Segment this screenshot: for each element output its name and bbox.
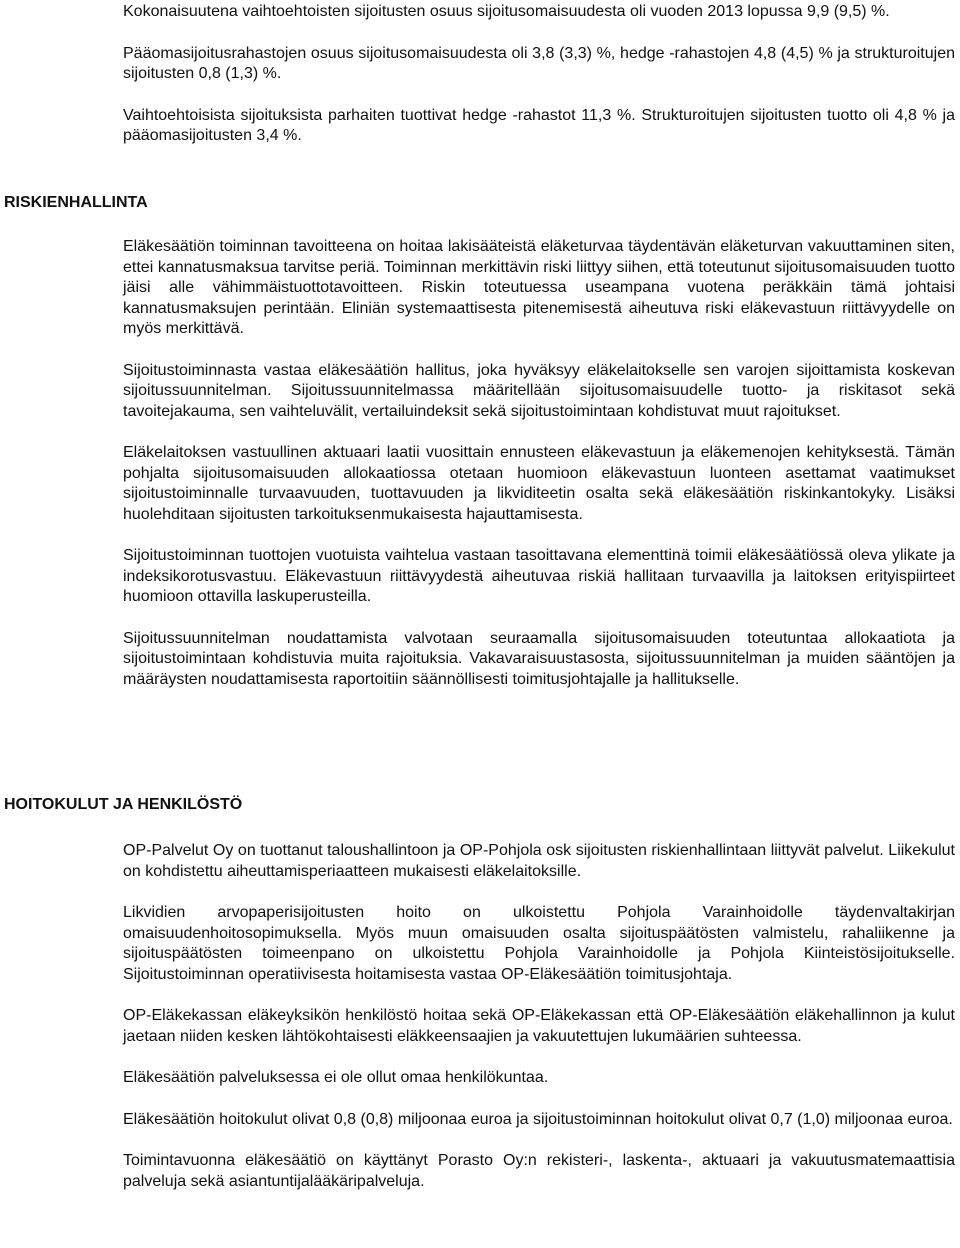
section-heading-riskienhallinta: RISKIENHALLINTA	[4, 194, 148, 211]
intro-section	[123, 2, 955, 147]
riskienhallinta-paragraph: Sijoitussuunnitelman noudattamista valvotaan seuraamalla sijoitusomaisuuden toteutuntaa allokaatiota ja sijoitustoimintaan kohdistuvia muita rajoituksia. Vakavaraisuustasosta, sijoitussuunnitelman ja muiden sääntöjen ja määräysten noudattamisesta raportoitiin säännöllisesti toimitusjohtajalle ja hallitukselle.	[123, 629, 955, 688]
riskienhallinta-paragraph: Eläkesäätiön toiminnan tavoitteena on hoitaa lakisääteistä eläketurvaa täydentävän eläketurvan vakuuttaminen siten, ettei kannatusmaksua tarvitse periä. Toiminnan merkittävin riski liittyy siihen, että toteutunut sijoitusomaisuuden tuotto jäisi alle vähimmäistuottotavoitteen. Riskin toteutuessa useampana vuotena peräkkäin tämä johtaisi kannatusmaksujen perintään. Eliniän systemaattisesta pitenemisestä aiheutuva riski eläkevastuun riittävyydelle on myös merkittävä.	[123, 238, 955, 337]
hoitokulut-paragraph: Toimintavuonna eläkesäätiö on käyttänyt Porasto Oy:n rekisteri-, laskenta-, aktuaari ja vakuutusmatemaattisia palveluja sekä asiantuntijalääkäripalveluja.	[123, 1152, 955, 1190]
intro-paragraph: Pääomasijoitusrahastojen osuus sijoitusomaisuudesta oli 3,8 (3,3) %, hedge -rahastojen 4,8 (4,5) % ja strukturoitujen sijoitusten 0,8 (1,3) %.	[123, 44, 955, 82]
section-heading-hoitokulut: HOITOKULUT JA HENKILÖSTÖ	[4, 796, 243, 813]
riskienhallinta-paragraph: Eläkelaitoksen vastuullinen aktuaari laatii vuosittain ennusteen eläkevastuun ja eläkemenojen kehityksestä. Tämän pohjalta sijoitusomaisuuden allokaatiossa otetaan huomioon eläkevastuun luonteen asettamat vaatimukset sijoitustoiminnalle turvaavuuden, tuottavuuden ja likviditeetin osalta sekä eläkesäätiön riskinkantokyky. Lisäksi huolehditaan sijoitusten tarkoituksenmukaisesta hajauttamisesta.	[123, 444, 955, 523]
hoitokulut-section	[123, 841, 955, 1192]
hoitokulut-paragraph: OP-Palvelut Oy on tuottanut taloushallintoon ja OP-Pohjola osk sijoitusten riskienhallintaan liittyvät palvelut. Liikekulut on kohdistettu aiheuttamisperiaatteen mukaisesti eläkelaitoksille.	[123, 842, 955, 880]
intro-paragraph: Vaihtoehtoisista sijoituksista parhaiten tuottivat hedge -rahastot 11,3 %. Strukturoitujen sijoitusten tuotto oli 4,8 % ja pääomasijoitusten 3,4 %.	[123, 106, 955, 144]
hoitokulut-paragraph: OP-Eläkekassan eläkeyksikön henkilöstö hoitaa sekä OP-Eläkekassan että OP-Eläkesäätiön eläkehallinnon ja kulut jaetaan niiden kesken lähtökohtaisesti eläkkeensaajien ja vakuutettujen lukumäärien suhteessa.	[123, 1007, 955, 1045]
intro-paragraph: Kokonaisuutena vaihtoehtoisten sijoitusten osuus sijoitusomaisuudesta oli vuoden 2013 lopussa 9,9 (9,5) %.	[123, 3, 890, 20]
riskienhallinta-paragraph: Sijoitustoiminnan tuottojen vuotuista vaihtelua vastaan tasoittavana elementtinä toimii eläkesäätiössä oleva ylikate ja indeksikorotusvastuu. Eläkevastuun riittävyydestä aiheutuvaa riskiä hallitaan turvaavilla ja laitoksen erityispiirteet huomioon ottavilla laskuperusteilla.	[123, 547, 955, 605]
riskienhallinta-section	[123, 237, 955, 690]
hoitokulut-paragraph: Eläkesäätiön palveluksessa ei ole ollut omaa henkilökuntaa.	[123, 1069, 549, 1086]
hoitokulut-paragraph: Likvidien arvopaperisijoitusten hoito on ulkoistettu Pohjola Varainhoidolle täydenvaltakirjan omaisuudenhoitosopimuksella. Myös muun omaisuuden osalta sijoituspäätösten valmistelu, rahaliikenne ja sijoituspäätösten toimeenpano on ulkoistettu Pohjola Varainhoidolle ja Pohjola Kiinteistösijoitukselle. Sijoitustoiminnan operatiivisesta hoitamisesta vastaa OP-Eläkesäätiön toimitusjohtaja.	[123, 904, 955, 983]
riskienhallinta-paragraph: Sijoitustoiminnasta vastaa eläkesäätiön hallitus, joka hyväksyy eläkelaitokselle sen varojen sijoittamista koskevan sijoitussuunnitelman. Sijoitussuunnitelmassa määritellään sijoitusomaisuudelle tuotto- ja riskitasot sekä tavoitejakauma, sen vaihteluvälit, vertailuindeksit sekä sijoitustoimintaan kohdistuvat muut rajoitukset.	[123, 361, 955, 420]
hoitokulut-paragraph: Eläkesäätiön hoitokulut olivat 0,8 (0,8) miljoonaa euroa ja sijoitustoiminnan hoitokulut olivat 0,7 (1,0) miljoonaa euroa.	[123, 1110, 953, 1128]
